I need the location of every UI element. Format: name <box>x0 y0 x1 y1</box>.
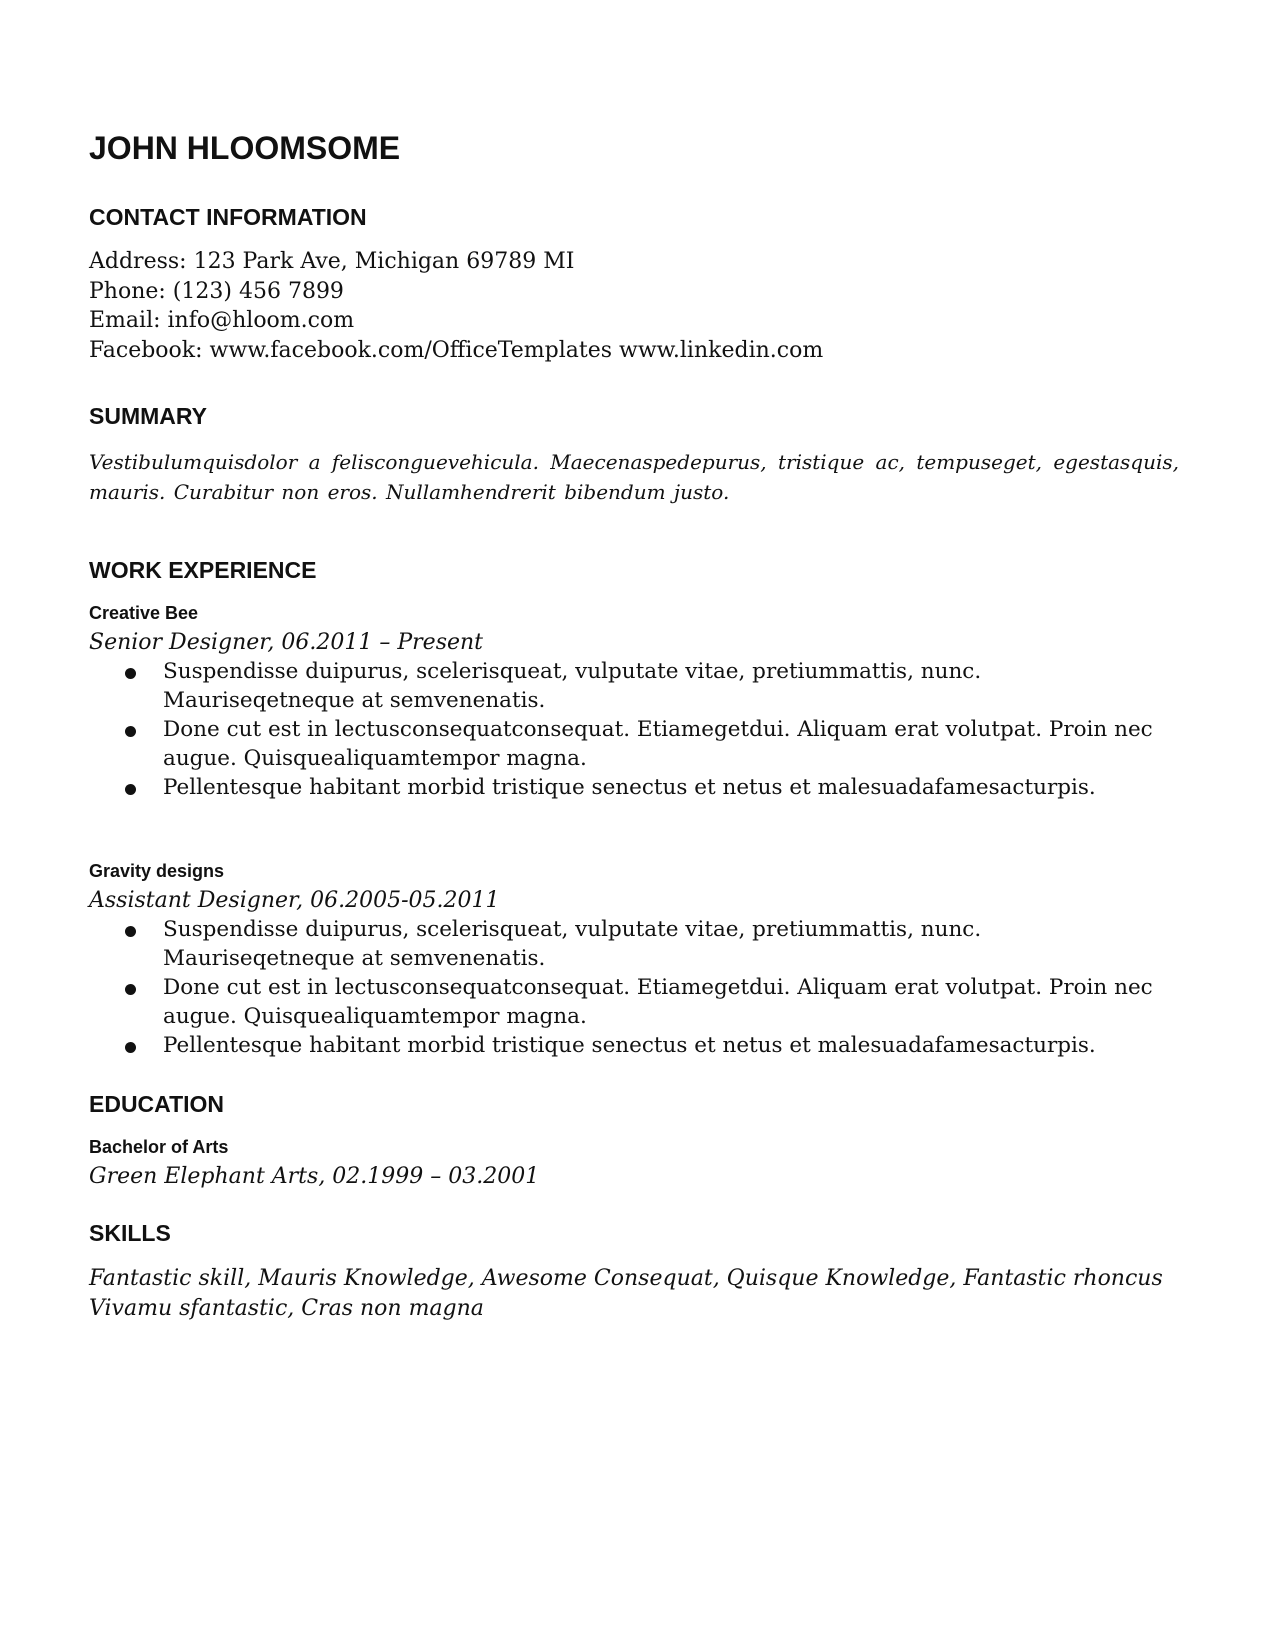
job-duty-text: Pellentesque habitant morbid tristique senectus et netus et malesuadafamesacturpis. <box>163 1033 1096 1058</box>
job-duty-item <box>89 715 1179 773</box>
summary-heading: SUMMARY <box>89 403 207 429</box>
contact-phone: Phone: (123) 456 7899 <box>89 278 344 304</box>
candidate-name: JOHN HLOOMSOME <box>89 130 401 166</box>
job-duties-list <box>89 915 1179 1060</box>
education-degree: Bachelor of Arts <box>89 1137 229 1157</box>
bullet-icon <box>125 668 136 679</box>
bullet-icon <box>125 726 136 737</box>
job-duty-item <box>89 773 1179 802</box>
job-duties-list <box>89 657 1179 802</box>
work-experience-heading: WORK EXPERIENCE <box>89 557 317 583</box>
job-role: Senior Designer, 06.2011 – Present <box>89 630 484 655</box>
education-school: Green Elephant Arts, 02.1999 – 03.2001 <box>89 1164 540 1189</box>
job-duty-text: Suspendisse duipurus, scelerisqueat, vulputate vitae, pretiummattis, nunc. Mauriseqetneque at semvenenatis. <box>163 659 982 713</box>
job-duty-item <box>89 915 1179 973</box>
skills-heading: SKILLS <box>89 1220 171 1246</box>
job-duty-text: Suspendisse duipurus, scelerisqueat, vulputate vitae, pretiummattis, nunc. Mauriseqetneque at semvenenatis. <box>163 917 982 971</box>
contact-details <box>89 247 823 365</box>
job-duty-text: Done cut est in lectusconsequatconsequat. Etiamegetdui. Aliquam erat volutpat. Proin nec augue. Quisquealiquamtempor magna. <box>163 717 1153 771</box>
contact-email: Email: info@hloom.com <box>89 308 355 333</box>
bullet-icon <box>125 984 136 995</box>
bullet-icon <box>125 926 136 937</box>
skills-line: Fantastic skill, Mauris Knowledge, Awesome Consequat, Quisque Knowledge, Fantastic rhoncus <box>89 1266 1163 1291</box>
skills-list <box>89 1264 1163 1323</box>
job-duty-text: Done cut est in lectusconsequatconsequat. Etiamegetdui. Aliquam erat volutpat. Proin nec augue. Quisquealiquamtempor magna. <box>163 975 1153 1029</box>
education-heading: EDUCATION <box>89 1091 225 1117</box>
job-duty-item <box>89 1031 1179 1060</box>
contact-social: Facebook: www.facebook.com/OfficeTemplates www.linkedin.com <box>89 337 824 363</box>
job-duty-item <box>89 657 1179 715</box>
bullet-icon <box>125 1042 136 1053</box>
job-company: Creative Bee <box>89 603 199 623</box>
skills-line: Vivamu sfantastic, Cras non magna <box>89 1295 484 1321</box>
contact-address: Address: 123 Park Ave, Michigan 69789 MI <box>89 249 575 274</box>
contact-heading: CONTACT INFORMATION <box>89 204 367 230</box>
job-role: Assistant Designer, 06.2005-05.2011 <box>89 888 500 913</box>
job-duty-item <box>89 973 1179 1031</box>
job-duty-text: Pellentesque habitant morbid tristique senectus et netus et malesuadafamesacturpis. <box>163 775 1096 800</box>
summary-text: Vestibulumquisdolor a felisconguevehicula. Maecenaspedepurus, tristique ac, tempuseget, egestasquis, mauris. Curabitur non eros. Nullamhendrerit bibendum justo. <box>89 450 1179 504</box>
bullet-icon <box>125 784 136 795</box>
job-company: Gravity designs <box>89 861 225 881</box>
